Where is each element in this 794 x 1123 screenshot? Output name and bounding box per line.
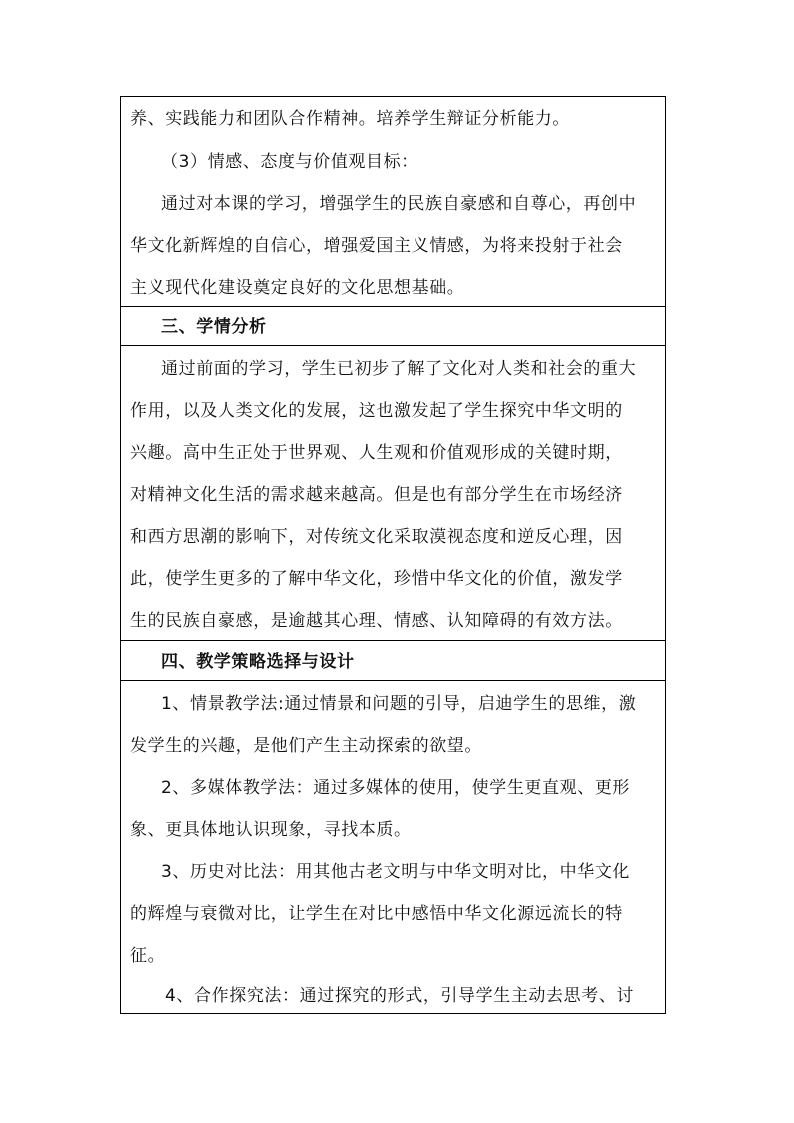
lesson-plan-table xyxy=(120,96,666,1014)
text-line: 主义现代化建设奠定良好的文化思想基础。 xyxy=(130,278,465,298)
text-line: 生的民族自豪感，是逾越其心理、情感、认知障碍的有效方法。 xyxy=(130,611,623,631)
text-line: 的辉煌与衰微对比，让学生在对比中感悟中华文化源远流长的特 xyxy=(130,904,623,924)
objectives-cell xyxy=(121,97,665,306)
text-line: 象、更具体地认识现象，寻找本质。 xyxy=(130,820,412,840)
text-line: 养、实践能力和团队合作精神。培养学生辩证分析能力。 xyxy=(130,109,570,129)
text-line: 兴趣。高中生正处于世界观、人生观和价值观形成的关键时期， xyxy=(130,443,623,463)
text-line: 征。 xyxy=(130,946,166,966)
section-3-body xyxy=(121,345,665,640)
text-line: 此，使学生更多的了解中华文化，珍惜中华文化的价值，激发学 xyxy=(130,569,623,589)
text-line: 发学生的兴趣，是他们产生主动探索的欲望。 xyxy=(130,736,482,756)
section-title: 三、学情分析 xyxy=(161,317,267,337)
section-title: 四、教学策略选择与设计 xyxy=(161,652,355,672)
text-line: 1、情景教学法:通过情景和问题的引导，启迪学生的思维，激 xyxy=(161,694,637,714)
text-line: 通过前面的学习，学生已初步了解了文化对人类和社会的重大 xyxy=(161,359,637,379)
text-line: 华文化新辉煌的自信心，增强爱国主义情感，为将来投射于社会 xyxy=(130,236,623,256)
text-line: 4、合作探究法：通过探究的形式，引导学生主动去思考、讨 xyxy=(165,986,635,1006)
text-line: 2、多媒体教学法：通过多媒体的使用，使学生更直观、更形 xyxy=(161,778,631,798)
text-line: 和西方思潮的影响下，对传统文化采取漠视态度和逆反心理，因 xyxy=(130,527,623,547)
section-4-header xyxy=(121,640,665,680)
text-line: 作用，以及人类文化的发展，这也激发起了学生探究中华文明的 xyxy=(130,401,623,421)
text-line: 对精神文化生活的需求越来越高。但是也有部分学生在市场经济 xyxy=(130,485,623,505)
text-line: （3）情感、态度与价值观目标： xyxy=(161,152,419,172)
text-line: 通过对本课的学习，增强学生的民族自豪感和自尊心，再创中 xyxy=(161,194,637,214)
section-4-body xyxy=(121,680,665,1013)
section-3-header xyxy=(121,306,665,345)
text-line: 3、历史对比法：用其他古老文明与中华文明对比，中华文化 xyxy=(161,862,631,882)
